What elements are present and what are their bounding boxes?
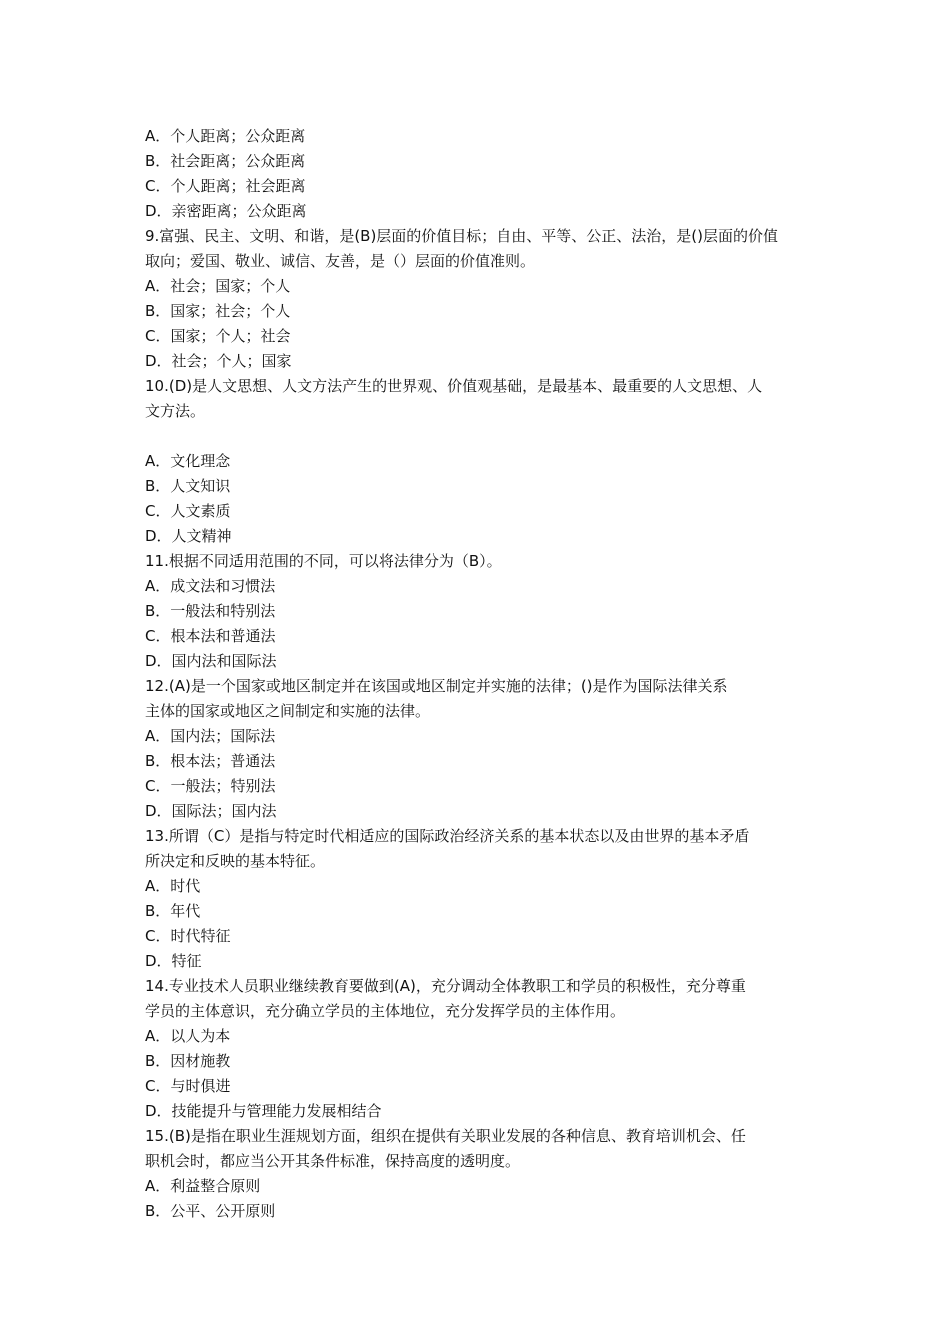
answer-option: A．国内法；国际法 bbox=[145, 727, 276, 745]
question-text-line: 11.根据不同适用范围的不同，可以将法律分为（B）。 bbox=[145, 552, 502, 570]
answer-option: D．人文精神 bbox=[145, 527, 232, 545]
answer-option: B．人文知识 bbox=[145, 477, 231, 495]
answer-option: A．以人为本 bbox=[145, 1027, 231, 1045]
answer-option: D．国内法和国际法 bbox=[145, 652, 277, 670]
question-text-line: 文方法。 bbox=[145, 402, 206, 420]
answer-option: B．社会距离；公众距离 bbox=[145, 152, 306, 170]
question-text-line: 学员的主体意识，充分确立学员的主体地位，充分发挥学员的主体作用。 bbox=[145, 1002, 626, 1020]
answer-option: D．特征 bbox=[145, 952, 202, 970]
answer-option: B．根本法；普通法 bbox=[145, 752, 276, 770]
answer-option: B．公平、公开原则 bbox=[145, 1202, 276, 1220]
answer-option: D．国际法；国内法 bbox=[145, 802, 277, 820]
answer-option: A．利益整合原则 bbox=[145, 1177, 261, 1195]
question-text-line: 职机会时，都应当公开其条件标准，保持高度的透明度。 bbox=[145, 1152, 521, 1170]
question-text-line: 主体的国家或地区之间制定和实施的法律。 bbox=[145, 702, 431, 720]
question-text-line: 12.(A)是一个国家或地区制定并在该国或地区制定并实施的法律；()是作为国际法律关系 bbox=[145, 677, 728, 695]
answer-option: C．人文素质 bbox=[145, 502, 231, 520]
answer-option: B．年代 bbox=[145, 902, 201, 920]
answer-option: B．国家；社会；个人 bbox=[145, 302, 291, 320]
answer-option: A．社会；国家；个人 bbox=[145, 277, 291, 295]
answer-option: C．个人距离；社会距离 bbox=[145, 177, 306, 195]
answer-option: C．时代特征 bbox=[145, 927, 231, 945]
question-list bbox=[145, 124, 810, 1224]
question-text-line: 14.专业技术人员职业继续教育要做到(A)，充分调动全体教职工和学员的积极性，充分尊重 bbox=[145, 977, 746, 995]
answer-option: A．文化理念 bbox=[145, 452, 231, 470]
answer-option: A．时代 bbox=[145, 877, 201, 895]
question-text-line: 所决定和反映的基本特征。 bbox=[145, 852, 326, 870]
answer-option: C．与时俱进 bbox=[145, 1077, 231, 1095]
question-text-line: 9.富强、民主、文明、和谐，是(B)层面的价值目标；自由、平等、公正、法治，是()层面的价值 bbox=[145, 227, 779, 245]
answer-option: D．亲密距离；公众距离 bbox=[145, 202, 307, 220]
answer-option: A．成文法和习惯法 bbox=[145, 577, 276, 595]
answer-option: D．技能提升与管理能力发展相结合 bbox=[145, 1102, 382, 1120]
question-text-line: 15.(B)是指在职业生涯规划方面，组织在提供有关职业发展的各种信息、教育培训机会、任 bbox=[145, 1127, 746, 1145]
answer-option: C．一般法；特别法 bbox=[145, 777, 276, 795]
answer-option: C．国家；个人；社会 bbox=[145, 327, 291, 345]
answer-option: C．根本法和普通法 bbox=[145, 627, 276, 645]
answer-option: B．因材施教 bbox=[145, 1052, 231, 1070]
answer-option: D．社会；个人；国家 bbox=[145, 352, 292, 370]
question-text-line: 10.(D)是人文思想、人文方法产生的世界观、价值观基础，是最基本、最重要的人文思想、人 bbox=[145, 377, 763, 395]
question-text-line: 13.所谓（C）是指与特定时代相适应的国际政治经济关系的基本状态以及由世界的基本矛盾 bbox=[145, 827, 750, 845]
answer-option: A．个人距离；公众距离 bbox=[145, 127, 306, 145]
blank-line bbox=[145, 424, 810, 449]
answer-option: B．一般法和特别法 bbox=[145, 602, 276, 620]
question-text-line: 取向；爱国、敬业、诚信、友善，是（）层面的价值准则。 bbox=[145, 252, 536, 270]
